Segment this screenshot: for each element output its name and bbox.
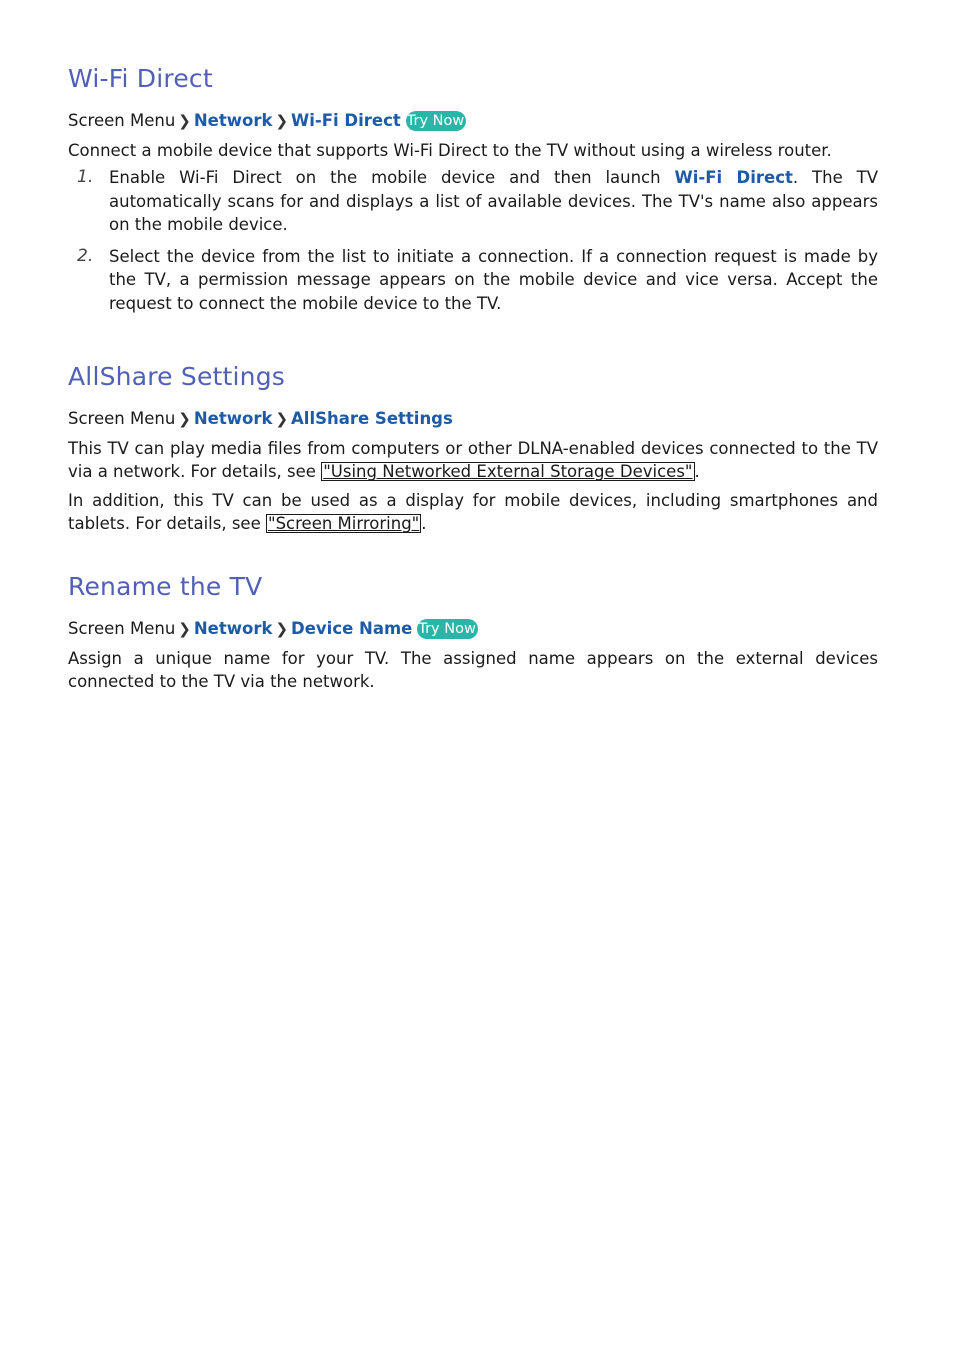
- path-allshare-link[interactable]: AllShare Settings: [291, 409, 453, 428]
- section-rename-tv: [68, 572, 878, 693]
- path-network-link[interactable]: Network: [193, 409, 273, 428]
- chevron-right-icon: ❯: [275, 620, 289, 638]
- step-text: Enable Wi-Fi Direct on the mobile device and then launch: [109, 168, 675, 187]
- menu-path: [68, 110, 878, 132]
- wifi-direct-link[interactable]: Wi-Fi Direct: [674, 168, 793, 187]
- section-wifi-direct: [68, 64, 878, 315]
- path-screen-menu: Screen Menu: [68, 619, 176, 638]
- path-network-link[interactable]: Network: [193, 619, 273, 638]
- menu-path: [68, 618, 878, 640]
- try-now-button[interactable]: Try Now: [406, 113, 465, 129]
- steps-list: [68, 166, 878, 315]
- section-title: Rename the TV: [68, 572, 263, 601]
- menu-path: [68, 408, 878, 430]
- chevron-right-icon: ❯: [178, 112, 191, 130]
- networked-storage-link[interactable]: "Using Networked External Storage Devices": [323, 462, 693, 481]
- step-number: 2.: [77, 245, 94, 266]
- section-title: AllShare Settings: [68, 362, 286, 391]
- paragraph-text: .: [694, 462, 700, 481]
- path-screen-menu: Screen Menu: [68, 111, 176, 130]
- chevron-right-icon: ❯: [275, 410, 289, 428]
- step-number: 1.: [77, 167, 94, 187]
- step-text: . The TV automatically scans for and displays a list of available devices. The TV's name also appears on the mobile device.: [109, 168, 878, 234]
- path-wifi-direct-link[interactable]: Wi-Fi Direct: [291, 111, 401, 130]
- section-title: Wi-Fi Direct: [68, 64, 213, 93]
- intro-text: Connect a mobile device that supports Wi-Fi Direct to the TV without using a wireless router.: [68, 141, 832, 160]
- paragraph-text: This TV can play media files from computers or other DLNA-enabled devices connected to the TV via a network. For details, see: [68, 439, 878, 481]
- rename-text: Assign a unique name for your TV. The assigned name appears on the external devices connected to the TV via the network.: [68, 649, 878, 691]
- path-device-name-link[interactable]: Device Name: [291, 619, 413, 638]
- allshare-paragraph-1: [68, 437, 878, 483]
- path-screen-menu: Screen Menu: [68, 409, 176, 428]
- list-item: [68, 166, 878, 237]
- try-now-button[interactable]: Try Now: [418, 621, 476, 637]
- screen-mirroring-link[interactable]: "Screen Mirroring": [267, 514, 420, 533]
- section-allshare: [68, 362, 878, 535]
- step-text: Select the device from the list to initiate a connection. If a connection request is made by the TV, a permission message appears on the mobile device and vice versa. Accept the request to connect the mobile device to the TV.: [109, 246, 878, 313]
- path-network-link[interactable]: Network: [193, 111, 273, 130]
- chevron-right-icon: ❯: [178, 410, 191, 428]
- chevron-right-icon: ❯: [178, 620, 191, 638]
- allshare-paragraph-2: [68, 489, 878, 535]
- chevron-right-icon: ❯: [275, 112, 289, 130]
- paragraph-text: .: [421, 514, 427, 533]
- list-item: [68, 245, 878, 316]
- paragraph-text: In addition, this TV can be used as a display for mobile devices, including smartphones and tablets. For details, see: [68, 491, 878, 533]
